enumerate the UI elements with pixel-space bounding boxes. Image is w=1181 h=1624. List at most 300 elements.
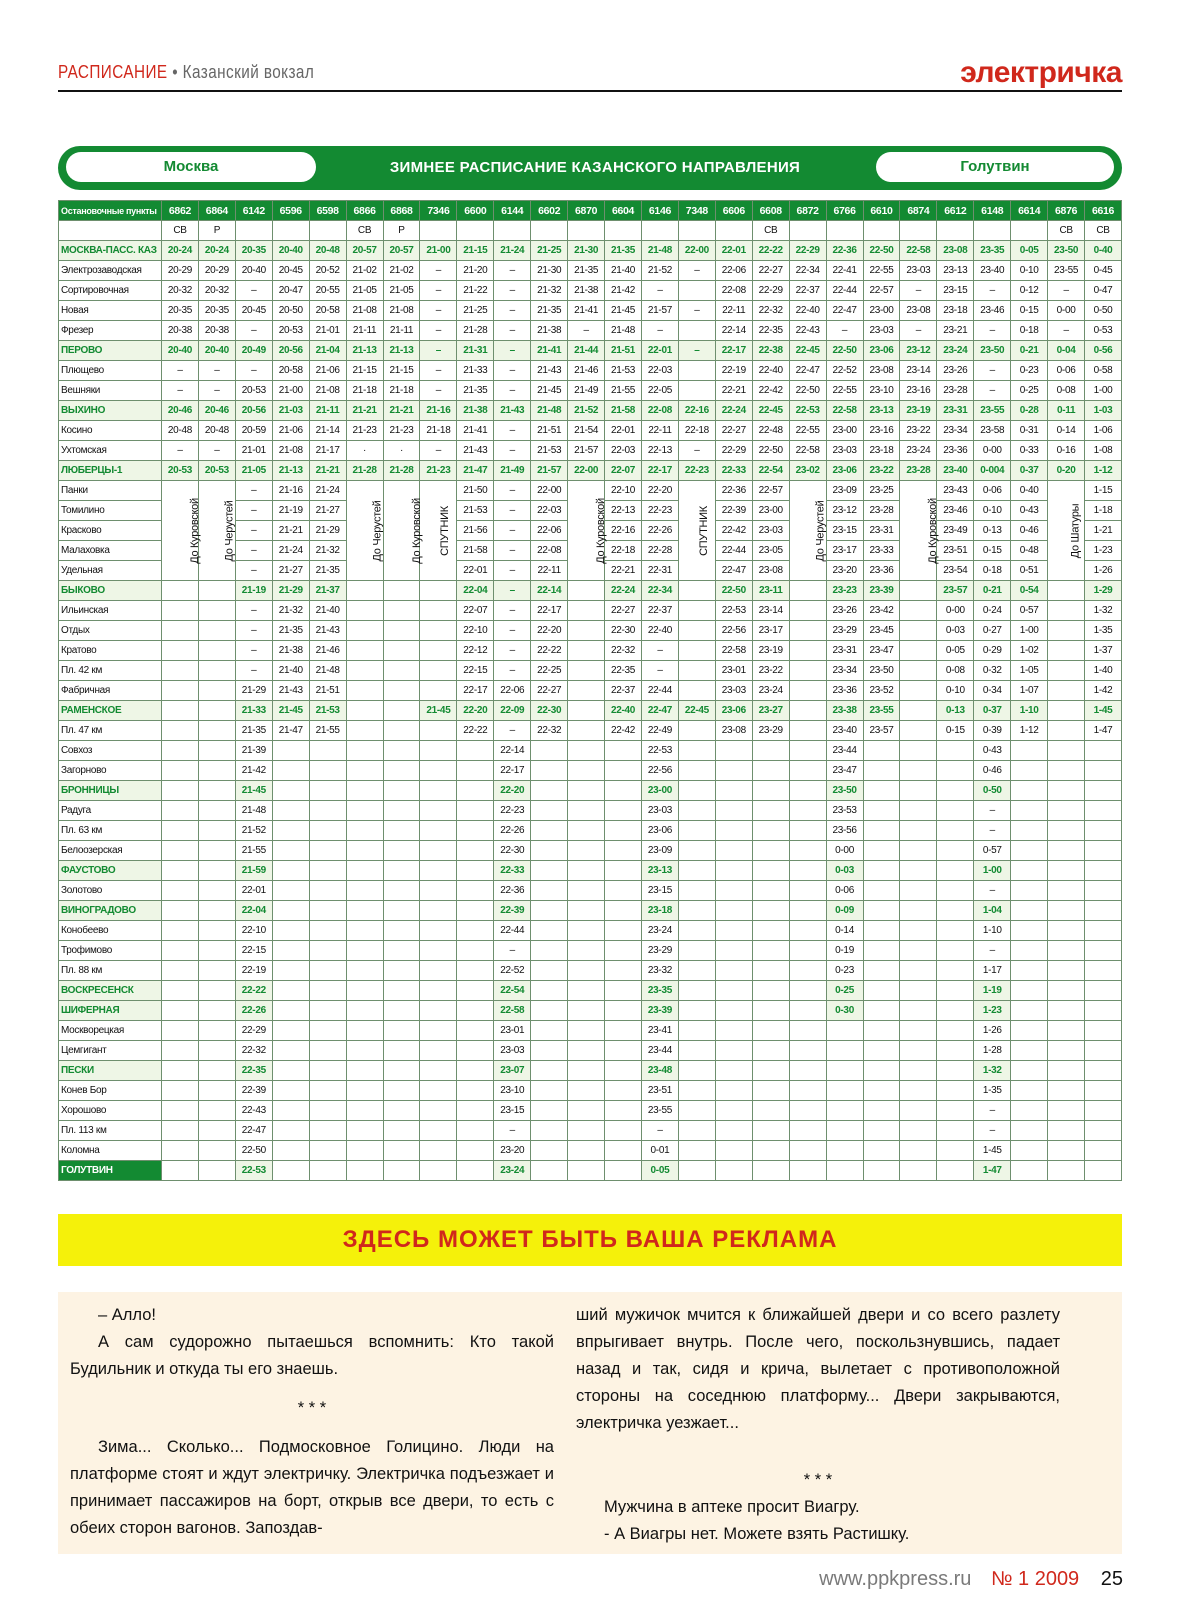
departure-time: 0-51	[1011, 561, 1048, 581]
departure-time: 1-35	[1085, 621, 1122, 641]
departure-time: 23-31	[937, 401, 974, 421]
story-paragraph: Мужчина в аптеке просит Виагру.	[604, 1498, 860, 1516]
train-type: СВ	[1085, 221, 1122, 241]
departure-time: 23-02	[789, 461, 826, 481]
departure-time: 22-44	[641, 681, 678, 701]
train-destination-note	[383, 481, 423, 581]
departure-time: 23-14	[752, 601, 789, 621]
departure-time	[346, 701, 383, 721]
issue-number: № 1 2009	[991, 1568, 1080, 1590]
departure-time: 23-35	[641, 981, 678, 1001]
departure-time: 21-21	[309, 461, 346, 481]
departure-time	[863, 921, 900, 941]
departure-time: –	[235, 661, 272, 681]
departure-time	[420, 601, 457, 621]
departure-time	[272, 1021, 309, 1041]
departure-time	[383, 581, 420, 601]
departure-time	[420, 981, 457, 1001]
departure-time: –	[420, 441, 457, 461]
departure-time: 21-38	[272, 641, 309, 661]
departure-time: 23-46	[937, 501, 974, 521]
departure-time	[568, 781, 605, 801]
departure-time: 22-22	[457, 721, 494, 741]
departure-time: –	[494, 421, 531, 441]
departure-time	[937, 841, 974, 861]
departure-time	[789, 1141, 826, 1161]
station-name: ГОЛУТВИН	[59, 1161, 162, 1181]
departure-time	[789, 581, 826, 601]
departure-time: –	[494, 601, 531, 621]
departure-time: 23-34	[826, 661, 863, 681]
departure-time	[1011, 901, 1048, 921]
departure-time	[1011, 941, 1048, 961]
departure-time: –	[678, 441, 715, 461]
departure-time: 21-19	[272, 501, 309, 521]
train-type	[605, 221, 642, 241]
departure-time	[900, 601, 937, 621]
departure-time: 20-53	[198, 461, 235, 481]
departure-time: 0-57	[974, 841, 1011, 861]
departure-time: 21-53	[309, 701, 346, 721]
train-type	[715, 221, 752, 241]
departure-time: 23-40	[826, 721, 863, 741]
departure-time	[568, 661, 605, 681]
departure-time: 22-25	[531, 661, 568, 681]
departure-time: 1-45	[974, 1141, 1011, 1161]
departure-time	[715, 1001, 752, 1021]
departure-time: 23-20	[494, 1141, 531, 1161]
train-number: 6614	[1011, 201, 1048, 221]
departure-time	[198, 1061, 235, 1081]
departure-time: 23-41	[641, 1021, 678, 1041]
departure-time: 23-08	[900, 301, 937, 321]
departure-time: 22-00	[531, 481, 568, 501]
train-number: 6862	[162, 201, 199, 221]
departure-time: 21-38	[568, 281, 605, 301]
departure-time	[789, 1161, 826, 1181]
departure-time	[309, 861, 346, 881]
departure-time: 23-23	[826, 581, 863, 601]
departure-time: 23-03	[863, 321, 900, 341]
departure-time	[383, 921, 420, 941]
departure-time	[346, 641, 383, 661]
departure-time: 23-45	[863, 621, 900, 641]
departure-time	[198, 601, 235, 621]
departure-time: 22-42	[752, 381, 789, 401]
departure-time: 21-52	[235, 821, 272, 841]
departure-time	[752, 1121, 789, 1141]
departure-time: 22-39	[715, 501, 752, 521]
departure-time	[1085, 781, 1122, 801]
departure-time	[457, 781, 494, 801]
departure-time	[863, 1081, 900, 1101]
departure-time	[346, 881, 383, 901]
train-type	[789, 221, 826, 241]
station-name: Совхоз	[59, 741, 162, 761]
departure-time: 21-28	[457, 321, 494, 341]
departure-time	[346, 721, 383, 741]
departure-time	[1085, 1141, 1122, 1161]
departure-time	[457, 1061, 494, 1081]
departure-time: 22-13	[605, 501, 642, 521]
station-name: ФАУСТОВО	[59, 861, 162, 881]
departure-time	[605, 961, 642, 981]
train-type	[568, 221, 605, 241]
departure-time: 22-39	[235, 1081, 272, 1101]
departure-time: 22-07	[605, 461, 642, 481]
departure-time: 1-26	[974, 1021, 1011, 1041]
station-name: Фрезер	[59, 321, 162, 341]
departure-time	[678, 721, 715, 741]
departure-time	[863, 1021, 900, 1041]
departure-time	[420, 641, 457, 661]
departure-time: 1-04	[974, 901, 1011, 921]
departure-time: 20-48	[162, 421, 199, 441]
departure-time	[937, 901, 974, 921]
departure-time: 0-18	[1011, 321, 1048, 341]
departure-time	[457, 941, 494, 961]
departure-time	[937, 961, 974, 981]
departure-time: –	[198, 381, 235, 401]
departure-time	[678, 941, 715, 961]
departure-time: 21-28	[346, 461, 383, 481]
departure-time	[383, 661, 420, 681]
departure-time: 1-23	[974, 1001, 1011, 1021]
departure-time	[1048, 581, 1085, 601]
departure-time: 21-40	[605, 261, 642, 281]
departure-time: 0-00	[1048, 301, 1085, 321]
departure-time: 22-27	[752, 261, 789, 281]
departure-time	[789, 1041, 826, 1061]
departure-time	[605, 761, 642, 781]
departure-time	[198, 1161, 235, 1181]
brand-logo: электричка	[960, 56, 1122, 89]
departure-time: –	[494, 341, 531, 361]
departure-time	[309, 1081, 346, 1101]
departure-time	[678, 361, 715, 381]
departure-time: 0-34	[974, 681, 1011, 701]
departure-time	[605, 861, 642, 881]
departure-time	[198, 741, 235, 761]
departure-time: 22-58	[826, 401, 863, 421]
departure-time: –	[494, 361, 531, 381]
departure-time	[1011, 861, 1048, 881]
departure-time	[678, 741, 715, 761]
departure-time: 23-22	[863, 461, 900, 481]
departure-time: –	[641, 661, 678, 681]
departure-time	[863, 821, 900, 841]
departure-time: 22-27	[715, 421, 752, 441]
departure-time: 0-06	[826, 881, 863, 901]
departure-time	[605, 1041, 642, 1061]
departure-time: 21-24	[494, 241, 531, 261]
train-destination-note	[789, 481, 826, 581]
departure-time	[309, 881, 346, 901]
departure-time	[272, 741, 309, 761]
departure-time: 1-17	[974, 961, 1011, 981]
departure-time	[346, 1021, 383, 1041]
departure-time: 0-004	[974, 461, 1011, 481]
departure-time	[272, 1081, 309, 1101]
departure-time	[1011, 1141, 1048, 1161]
departure-time: 23-22	[900, 421, 937, 441]
departure-time	[715, 761, 752, 781]
site-link[interactable]: www.ppkpress.ru	[819, 1568, 972, 1590]
station-name: Пл. 42 км	[59, 661, 162, 681]
departure-time	[752, 801, 789, 821]
departure-time	[162, 621, 199, 641]
station-name: Сортировочная	[59, 281, 162, 301]
train-type: СВ	[752, 221, 789, 241]
station-name: ВОСКРЕСЕНСК	[59, 981, 162, 1001]
departure-time: –	[641, 641, 678, 661]
train-number: 6870	[568, 201, 605, 221]
departure-time	[715, 741, 752, 761]
departure-time: 22-43	[789, 321, 826, 341]
departure-time: 21-15	[346, 361, 383, 381]
train-number: 6866	[346, 201, 383, 221]
departure-time: 22-26	[235, 1001, 272, 1021]
departure-time: 21-55	[309, 721, 346, 741]
departure-time	[826, 1061, 863, 1081]
departure-time: 23-05	[752, 541, 789, 561]
departure-time	[568, 881, 605, 901]
departure-time	[1011, 781, 1048, 801]
departure-time: 21-08	[272, 441, 309, 461]
departure-time: 21-50	[457, 481, 494, 501]
departure-time: 23-08	[715, 721, 752, 741]
departure-time	[789, 761, 826, 781]
departure-time: 22-50	[826, 341, 863, 361]
departure-time	[346, 921, 383, 941]
departure-time	[715, 901, 752, 921]
departure-time: 0-12	[1011, 281, 1048, 301]
departure-time: –	[974, 881, 1011, 901]
departure-time: 0-06	[974, 481, 1011, 501]
departure-time: 22-45	[752, 401, 789, 421]
departure-time	[752, 961, 789, 981]
departure-time: 0-33	[1011, 441, 1048, 461]
departure-time: 20-24	[198, 241, 235, 261]
station-row	[59, 1081, 1122, 1101]
departure-time	[383, 701, 420, 721]
train-number: 6612	[937, 201, 974, 221]
departure-time: 23-50	[863, 661, 900, 681]
departure-time: 21-47	[272, 721, 309, 741]
departure-time	[1048, 801, 1085, 821]
departure-time: 23-50	[1048, 241, 1085, 261]
departure-time: 21-42	[605, 281, 642, 301]
departure-time: 21-37	[309, 581, 346, 601]
departure-time: 20-46	[198, 401, 235, 421]
departure-time	[346, 821, 383, 841]
departure-time: 21-55	[605, 381, 642, 401]
station-row	[59, 661, 1122, 681]
station-name: Хорошово	[59, 1101, 162, 1121]
departure-time: 0-04	[1048, 341, 1085, 361]
departure-time: 23-24	[900, 441, 937, 461]
departure-time	[272, 821, 309, 841]
story-left-column	[70, 1302, 554, 1542]
departure-time	[568, 981, 605, 1001]
departure-time	[346, 941, 383, 961]
destination-text: До Куровской	[188, 497, 201, 564]
departure-time: 22-22	[531, 641, 568, 661]
departure-time	[568, 801, 605, 821]
departure-time: 1-12	[1085, 461, 1122, 481]
departure-time: 23-06	[826, 461, 863, 481]
departure-time: 23-50	[974, 341, 1011, 361]
station-row	[59, 1041, 1122, 1061]
departure-time	[198, 761, 235, 781]
departure-time	[863, 741, 900, 761]
departure-time: 23-15	[494, 1101, 531, 1121]
departure-time: 21-19	[235, 581, 272, 601]
departure-time	[383, 1101, 420, 1121]
departure-time: 22-00	[678, 241, 715, 261]
departure-time	[383, 1021, 420, 1041]
station-name: Малаховка	[59, 541, 162, 561]
departure-time	[346, 741, 383, 761]
departure-time: 21-52	[568, 401, 605, 421]
departure-time	[605, 1001, 642, 1021]
departure-time	[900, 621, 937, 641]
departure-time	[715, 801, 752, 821]
station-name: Новая	[59, 301, 162, 321]
departure-time	[605, 1081, 642, 1101]
departure-time	[863, 1121, 900, 1141]
train-number: 7348	[678, 201, 715, 221]
station-row	[59, 621, 1122, 641]
departure-time	[198, 921, 235, 941]
departure-time: 1-40	[1085, 661, 1122, 681]
departure-time	[789, 681, 826, 701]
station-row	[59, 321, 1122, 341]
departure-time: 0-29	[974, 641, 1011, 661]
departure-time: 21-40	[272, 661, 309, 681]
story-paragraph: Зима... Сколько... Подмосковное Голицино. Люди на платформе стоят и ждут электричку. Электричка подъезжает и принимает пассажиров на борт, открыв все двери, то есть с обеих сторон вагонов. Запоздав-	[70, 1438, 554, 1537]
departure-time: 23-20	[826, 561, 863, 581]
departure-time: 22-50	[715, 581, 752, 601]
departure-time: 21-33	[235, 701, 272, 721]
departure-time	[605, 1121, 642, 1141]
departure-time: 22-58	[900, 241, 937, 261]
departure-time	[198, 701, 235, 721]
departure-time: 22-19	[715, 361, 752, 381]
departure-time: –	[494, 941, 531, 961]
departure-time: 1-00	[1011, 621, 1048, 641]
departure-time	[715, 1141, 752, 1161]
departure-time	[457, 881, 494, 901]
station-row	[59, 581, 1122, 601]
departure-time	[309, 761, 346, 781]
departure-time	[162, 861, 199, 881]
departure-time	[162, 761, 199, 781]
departure-time: 20-53	[162, 461, 199, 481]
departure-time	[1048, 601, 1085, 621]
departure-time: 20-38	[162, 321, 199, 341]
departure-time: 0-01	[641, 1141, 678, 1161]
station-row	[59, 741, 1122, 761]
train-type: СВ	[346, 221, 383, 241]
departure-time	[198, 1041, 235, 1061]
departure-time	[383, 881, 420, 901]
departure-time	[678, 641, 715, 661]
departure-time	[1048, 1041, 1085, 1061]
departure-time: 23-13	[937, 261, 974, 281]
departure-time	[457, 1021, 494, 1041]
departure-time	[1085, 841, 1122, 861]
departure-time: 22-08	[715, 281, 752, 301]
departure-time	[863, 1001, 900, 1021]
departure-time	[272, 941, 309, 961]
departure-time: 0-20	[1048, 461, 1085, 481]
departure-time: 23-52	[863, 681, 900, 701]
departure-time	[457, 1041, 494, 1061]
departure-time	[863, 1061, 900, 1081]
departure-time: 20-53	[272, 321, 309, 341]
departure-time	[752, 861, 789, 881]
departure-time	[162, 1161, 199, 1181]
departure-time	[1011, 921, 1048, 941]
station-name: Пл. 113 км	[59, 1121, 162, 1141]
departure-time: –	[235, 361, 272, 381]
departure-time: 22-39	[494, 901, 531, 921]
departure-time: 0-28	[1011, 401, 1048, 421]
departure-time	[162, 841, 199, 861]
departure-time	[826, 1161, 863, 1181]
departure-time	[420, 661, 457, 681]
departure-time	[383, 681, 420, 701]
departure-time: 21-49	[494, 461, 531, 481]
departure-time	[752, 1141, 789, 1161]
departure-time: 21-02	[383, 261, 420, 281]
departure-time: 23-57	[937, 581, 974, 601]
departure-time	[1048, 741, 1085, 761]
departure-time	[531, 981, 568, 1001]
departure-time	[1048, 1021, 1085, 1041]
departure-time	[1011, 881, 1048, 901]
departure-time	[568, 841, 605, 861]
departure-time	[1011, 1101, 1048, 1121]
departure-time: 0-43	[1011, 501, 1048, 521]
departure-time	[678, 1121, 715, 1141]
departure-time	[678, 661, 715, 681]
departure-time: 21-41	[531, 341, 568, 361]
departure-time	[568, 701, 605, 721]
station-row	[59, 421, 1122, 441]
departure-time: 20-48	[198, 421, 235, 441]
departure-time	[346, 581, 383, 601]
departure-time: –	[678, 341, 715, 361]
departure-time: 21-35	[309, 561, 346, 581]
departure-time	[457, 861, 494, 881]
departure-time: 23-26	[937, 361, 974, 381]
departure-time: 22-15	[457, 661, 494, 681]
departure-time	[568, 1041, 605, 1061]
departure-time: 22-24	[605, 581, 642, 601]
departure-time	[1011, 1021, 1048, 1041]
departure-time: 23-34	[937, 421, 974, 441]
departure-time: 21-58	[605, 401, 642, 421]
departure-time: –	[974, 1121, 1011, 1141]
departure-time: 23-47	[826, 761, 863, 781]
departure-time	[383, 861, 420, 881]
departure-time: –	[235, 541, 272, 561]
departure-time: 0-53	[1085, 321, 1122, 341]
departure-time	[383, 1041, 420, 1061]
departure-time: 22-29	[752, 281, 789, 301]
